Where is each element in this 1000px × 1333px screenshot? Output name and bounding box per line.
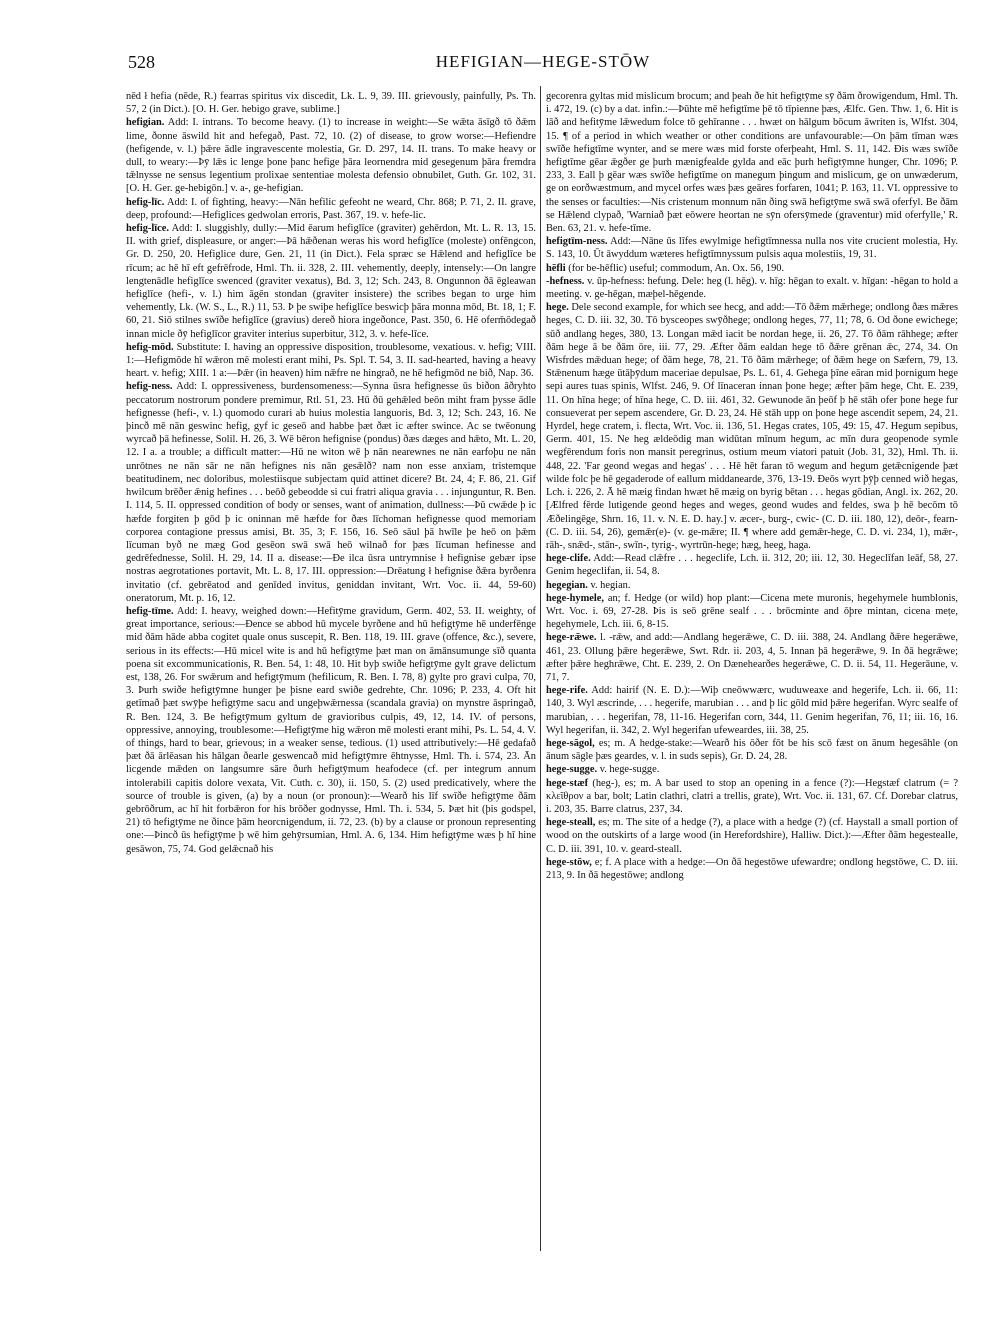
entry-headword: hefig-tīme. — [126, 605, 174, 617]
entry-text: Substitute: I. having an oppressive disposition, troublesome, vexatious. v. hefig; VIII. 1:—Hefigmōde hī wǣron mē molesti erant mihi, Ps. Spl. T. 54, 3. II. sad-hearted, having a heavy heart. v. hefig; XIII. 1 a:—Þǣr (in heaven) him nǣfre ne hingrað, ne hē hefigmōd ne bið, Nap. 36. — [126, 341, 536, 380]
dictionary-entry — [546, 262, 958, 275]
entry-headword: hefigtīm-ness. — [546, 236, 608, 248]
entry-text: gecorenra gyltas mid mislicum brocum; and þeah ðe hit hefigtȳme sȳ ðām ðrowigendum, Hml. Th. i. 472, 19. (c) by a dat. infin.:—Þūhte mē hefigtīme þē tō tīpienne þæs, Ælfc. Gen. Thw. 1, 6. Hit is lāð and hefitȳme lǣwedum folce tō gehīranne . . . hwæt on hālgum bōcum āwriten is, Wlfst. 304, 15. ¶ of a period in which weather or other conditions are unfavourable:—On þām tīman wæs swīðe hefigtīme wynter, and se mere wæs mid forste oferþeaht, Hml. S. 11, 142. Ðis wæs swīðe hefigtīme gēar ǣgðer ge þurh mænigfealde gylda and eāc þurh hefigtȳmne hunger, Chr. 1096; P. 233, 3. Eall þ gēar wæs swīðe hefigtīme on manegum þingum and mislicum, ge on unwæderum, ge on eorðwæstmum, and mycel orfes wæs þæs geāres forfaren, 1041; P. 163, 11. VI. oppressive to the senses or faculties:—Nis cristenum monnum nān ðing swā hefigtȳme swā swā oferfyl. Be ðām se Hǣlend clypað, 'Warniað þæt eōwere heortan ne sȳn ofersȳmede (graventur) mid oferfylle,' R. Ben. 63, 21. v. hefe-tīme. — [546, 91, 958, 235]
entry-text: e; f. A place with a hedge:—On ðā hegestōwe ufewardre; ondlong hegstōwe, C. D. iii. 213, 9. In ðā hegestōwe; andlong — [546, 856, 958, 881]
dictionary-entry — [546, 777, 958, 817]
dictionary-entry — [126, 341, 536, 381]
dictionary-entry — [126, 196, 536, 222]
entry-headword: hege-sugge. — [546, 764, 598, 776]
dictionary-entry — [126, 90, 536, 116]
entry-headword: hege-hymele, — [546, 592, 604, 604]
entry-headword: hege. — [546, 302, 569, 314]
dictionary-entry — [126, 222, 536, 341]
entry-headword: -hefness. — [546, 275, 585, 287]
dictionary-entry — [546, 631, 958, 684]
entry-text: Add: I. oppressiveness, burdensomeness:—Synna ūsra hefignesse ūs biðon āðryhto peccatorum nostrorum pondere premimur, Rtl. 51, 23. Hū ðū gehǣled beōn miht fram þysse ādle hefignesse (hefi-, v. l.) quomodo curari ab huius molestia languoris, Bd. 3, 12; Sch. 243, 16. Ne þincð mē nān geswinc hefig, gyf ic geseō and habbe þæt ðæt ic æfter swince. Ac se twēonung wyrcað þā hefinesse, Solil. H. 26, 3. Wē bēron hefignise (pondus) ðæs dæges and hǣto, Mt. L. 20, 12. I a. a trouble; a difficult matter:—Hū ne witon wē þ nān nearewnes ne nān earfoþu ne nān unrōtnes ne nān sār ne nān hefignes nis nān gesǣlð? nam non esse anxiam, tristemque beatitudinem, nec doloribus, molestiisque subjectam quid attinet dicere? Bt. 24, 4; F. 86, 21. Gif hwilcum brēðer ǣnig hefines . . . beōð gebeodde si cui fratri aliqua gravia . . . injunguntur, R. Ben. I. 114, 5. II. oppressed condition of body or senses, want of animation, dullness:—Þū cwǣde þ ic hæfde forgiten þ gōd þ ic oninnan mē hæfde for ðæs līchoman hefignesse quod memoriam corporea contagione pressus amisi, Bt. 35, 3; F. 156, 16. Seō sāul þā hwīle þe heō on þǣm līcuman byð ne mæg God gesēon swā swā heō wilnað for þæs līcuman hefinesse and gedrēfednesse, Solil. H. 29, 14. II a. disease:—Ðe ilca ūsra untrymnise ł hefignise gebær ipse nostras aegrotationes portavit, Mt. L. 8, 17. III. oppression:—Drēatung ł hefignise ðǣra byrðenra invitatio (cf. gebrēatod and genīded invitus, geniddan invitant, Wrt. Voc. ii. 44, 59-60) oneratorum, Mt. p. 16, 12. — [126, 381, 536, 604]
entry-headword: hege-rife. — [546, 685, 588, 697]
dictionary-entry — [546, 763, 958, 776]
entry-text: es; m. A hedge-stake:—Wearð his ōðer fōt be his scō fæst on ānum hegesāhle (on ānum sāgle þæs geardes, v. l. in suds sepis), Gr. D. 24, 28. — [546, 737, 958, 763]
entry-text: Dele second example, for which see hecg, and add:—Tō ðǣm mǣrhege; ondlong ðæs mǣres heges, C. D. iii. 32, 30. Tō bysceopes swȳðhege; ondlong heges, 77, 11; 78, 6. Od ðone ewichege; sūð andlang heges, 380, 13. Longan mǣd iacit be nordan hege, ii. 26, 27. Tō ðām rāhhege; æfter ðām hege ā be ðām ōre, iii. 77, 29. Æfter ðām ealdan hege tō ðǣre grēnan ǣc, 274, 34. On Wisfrdes mǣduan hege; of ðām hege, 78, 21. Tō ðām mǣrhege; of ðǣm hege on Sæfern, 79, 13. Stǣnenum hæge ūtāþȳdum maceriae depulsae, Ps. L. 61, 4. Gehega þīne eāran mid þornigum hege sepi aures tuas spinis, Wlfst. 246, 9. Of līnaceran innan þone hege; æfter þām hege, Cht. E. 239, 11. On hīna hege; of hīna hege, C. D. iii. 461, 32. Gewunode ān þeōf þ hē stāh ofer þone hege fur consueverat per sepem ascendere, Gr. D. 23, 24. Hē stāh upp on þone hege ascendit sepem, 24, 21. Hyrdel, hege cratem, i. flecta, Wrt. Voc. ii. 136, 51. Hegas crates, 105, 49: 15, 47. Hegum sepibus, Germ. 401, 15. Ne heg ældeōdig man widūtan mīnum hegum, ac mīn dura geopenode symle wegfērendum foris non mansit peregrinus, ostium meum viatori patuit (Job. 31, 32), Hml. Th. ii. 448, 22. 'Far geond wegas and hegas' . . . Hē hēt faran tō wegum and hegum getǣcnigende þæt wilde folc þe hē gegaderode of eallum middanearde, 376, 13-19. Ðeōs wyrt þȳþ cenned wið hegas, Lch. i. 226, 2. Ā hē mæig findan hwæt hē mæig on byrig bētan . . . hegas gōdian, Angl. ix. 262, 20. [Ælfred fērde lutigende geond heges and weges, geond wudes and feldes, swa þ hē becōm tō Æðelingēge, Shrn. 16, 11. v. N. E. D. hay.] v. æcer-, burg-, cwic- (C. D. iii. 180, 12), deōr-, fearn- (C. D. iii. 54, 26), gemǣr(e)- (v. ge-mǣre; II. ¶ where add gemǣr-hege, C. D. vi. 234, 1), mǣr-, rāh-, snǣd-, stān-, swīn-, tyrig-, wyrtrūn-hege; hæg, heeg, haga. — [546, 302, 958, 551]
dictionary-entry — [546, 275, 958, 301]
dictionary-entry — [546, 737, 958, 763]
entry-headword: hegegian. — [546, 579, 588, 591]
dictionary-entry — [546, 856, 958, 882]
entry-text: nēd ł hefia (nēde, R.) fearras spiritus vix discedit, Lk. L. 9, 39. III. grievously, painfully, Ps. Th. 57, 2 (in Dict.). [O. H. Ger. hebigo grave, sublime.] — [126, 91, 536, 116]
running-head: HEFIGIAN—HEGE-STŌW — [435, 52, 651, 71]
dictionary-entry — [546, 579, 958, 592]
entry-text: Add: hairif (N. E. D.):—Wiþ cneōwwærc, wuduweaxe and hegerife, Lch. ii. 66, 11: 140, 3. Wyl æscrinde, . . . hegerife, marubian . . . and þ lic gōld mid þǣre hegerifan. Wyrc sealfe of marubian, . . . hegerifan, 78, 11-16. Hegerifan corn, 344, 11. Genim hegerifan, 76, 11; iii. 16, 16. Wyl hegerifan, ii. 342, 2. Wyl hegerifan ufeweardes, iii. 38, 25. — [546, 685, 958, 736]
entry-headword: hefig-mōd. — [126, 341, 174, 353]
entry-text: Add: I. heavy, weighed down:—Hefitȳme gravidum, Germ. 402, 53. II. weighty, of great importance, serious:—Ðence se abbod hū mycele byrðene and hū hefigtȳme hē underfēnge mid ðām hāde abba cogitet quale onus suscepit, R. Ben. 118, 19. III. grave (offence, &c.), severe, serious in its effects:—Hū micel wite is and hū hefigtȳme þæt man on āmānsumunge sīð quanta poena sit excommunicationis, R. Ben. 54, 1: 48, 10. Hit byþ swiðe hefigtȳme gylt grave delictum est, 138, 26. For swǣrum and hefigtȳmum (hefilicum, R. Ben. I. 78, 8) gylte pro gravi culpa, 70, 3. Þurh swiðe hefigtȳmne hunger þe þisne eard swiðe gedrehte, Chr. 1096; P. 233, 4. Oft hit getīmað þæt swȳþe hefigtȳme sacu and ungeþwǣrnessa (scandala gravia) on mynstre āspringað, R. Ben. 124, 3. Be hefigtȳmum gyltum de gravioribus culpis, 49, 12, 14. IV. of persons, oppressive, annoying, troublesome:—Hefigtȳme hig wǣron mē molesti erant mihi, Ps. L. 54, 4. V. of things, hard to bear, grievous; in a weaker sense, tedious. (1) used attributively:—Hē gedafað þæt ðā ārlēasan his hālgan ðearle geswencað mid hefigtȳmre ēhtnysse, Hml. Th. i. 574, 23. Ān licgende mǣden on langsumre sāre ðurh hefigtȳmum heafodece (cf. per integrum annum intolerabili capitis dolore vexata, Vit. Cuth. c. 30), ii. 150, 5. (2) used predicatively, where the source of trouble is given, (a) by a noun (or pronoun):—Wearð his līf swīðe hefigtȳme ðām gebrōðrum, ac hī hit forbǣron for his brōðer godnysse, Hml. Th. i. 534, 5. Þæt hit (þis godspel, 21) tō hefigtȳme ne ðince þām heorcnigendum, ii. 72, 23. (b) by a clause or pronoun representing one:—Þincð ūs hefigtȳme þ wē him gehȳrsumian, Hml. A. 6, 134. Him hefigtȳme wæs þ hī hine gesāwon, 75, 74. God gelǣcnað his — [126, 605, 536, 855]
dictionary-entry — [126, 116, 536, 195]
dictionary-entry — [546, 90, 958, 235]
entry-text: Add:—Nāne ūs līfes ewylmige hefigtīmnessa nulla nos vite crucient molestia, Hy. S. 143, 10. Ūt āwyddum wæteres hefigtīmnyssum pulsis aqua molestiis, 19, 31. — [546, 236, 958, 261]
dictionary-entry — [546, 235, 958, 261]
entry-headword: hefig-līc. — [126, 196, 165, 208]
entry-text: Add: I. sluggishly, dully:—Mid ēarum hefiglīce (graviter) gehērdon, Mt. L. R. 13, 15. II. with grief, displeasure, or anger:—Þā hǣðenan weras his word hefiglīce (moleste) onfēngcon, Gr. D. 250, 20. Hefiglice dure, Gen. 21, 11 (in Dict.). Fela spræc se Hǣlend and hefiglīce be rīcum; ac hē hī eft gefrēfrode, Hml. Th. ii. 328, 2. III. vehemently, deeply, intensely:—On langre lengtenādle hefiglīce swenced (graviter vexatus), Bd. 3, 12; Sch. 243, 8. Ongunnon ðā ēgleawan hefiglīce (hefi-, v. l.) him āgēn stondan (graviter insistere) the scribes began to urge him vehemently, Lk. (W. S., L., R.) 11, 53. Þ þe swiþe hefiglīce beswicþ þāra monna mōd, Bt. 18, 1; F. 60, 21. Siō stilnes swīðe hefiglīce (gravius) dereð hiora ingeðonce, Past. 350, 6. Hē oferm̄ōdegað innan micle ðȳ hefiglīcor graviter interius superbitur, 312, 3. v. hefe-līce. — [126, 223, 536, 340]
dictionary-entry — [546, 684, 958, 737]
dictionary-entry — [126, 605, 536, 856]
dictionary-entry — [546, 552, 958, 578]
dictionary-entry — [126, 380, 536, 604]
entry-headword: hege-stōw, — [546, 856, 592, 868]
entry-text: l. -rǣw, and add:—Andlang hegerǣwe, C. D. iii. 388, 24. Andlang ðǣre hegerǣwe, 461, 23. Ollung þǣre hegerǣwe, Swt. Rdr. ii. 203, 4, 5. Innan þā hegerǣwe, 9. In ðā hegrǣwe; æfter þǣre heghrǣwe, Cht. E. 239, 2. On Dænehearðes hegerǣwe, C. D. ii. 54, 11. Hegerāune, v. 71, 7. — [546, 632, 958, 683]
entry-headword: hefig-līce. — [126, 223, 169, 235]
entry-text: Add:—Read clǣfre . . . hegeclife, Lch. ii. 312, 20; iii. 12, 30. Hegeclīfan leāf, 58, 27. Genim hegeclifan, ii. 54, 8. — [546, 553, 958, 578]
entry-text: (for be-hēflic) useful; commodum, An. Ox. 56, 190. — [568, 262, 785, 274]
entry-text: es; m. The site of a hedge (?), a place with a hedge (?) (cf. Haystall a small portion of wood on the outskirts of a large wood (in Herefordshire), Halliw. Dict.):—Æfter ðām hegestealle, C. D. iii. 391, 10. v. geard-steall. — [546, 817, 958, 855]
left-column — [126, 90, 536, 1300]
entry-headword: hēfli — [546, 262, 566, 274]
entry-headword: hege-rǣwe. — [546, 632, 597, 644]
entry-headword: hege-steall, — [546, 817, 596, 829]
entry-text: v. ūp-hefness: hefung. Dele: heg (l. hēg). v. hīg: hēgan to exalt. v. hīgan: -hēgan to hold a meeting. v. ge-hēgan, mæþel-hēgende. — [546, 275, 958, 301]
entry-text: Add: I. intrans. To become heavy. (1) to increase in weight:—Se wǣta āsīgð tō ðǣm lime, ðonne āswild hit and hefegað, Past. 72, 10. (2) of disease, to grow worse:—Hefiendre (hefigende, v. l.) þǣre ādle ingravescente molestia, Gr. D. 297, 14. II. trans. To make heavy or dull, to weary:—Þȳ lǣs ic lenge þone þanc hefige þāra leornendra mid gesegenum þāra fremdra tǣlnysse ne sensus legentium prolixae sententiae molesta defensio obnubilet, Guth. Gr. 102, 31. [O. H. Ger. ge-hebigōn.] v. a-, ge-hefigian. — [126, 117, 536, 195]
entry-text: Add: I. of fighting, heavy:—Nān hefilic gefeoht ne weard, Chr. 868; P. 71, 2. II. grave, deep, profound:—Hefiglices gedwolan erroris, Past. 367, 19. v. hefe-lic. — [126, 196, 536, 221]
entry-headword: hefigian. — [126, 117, 165, 129]
entry-text: an; f. Hedge (or wild) hop plant:—Cicena mete muronis, hegehymele humblonis, Wrt. Voc. i. 69, 27-28. Þis is seō grēne sealf . . . brōcminte and ōþre mintan, cicena meṭe, hegehymele, Lch. iii. 6, 8-15. — [546, 592, 958, 631]
entry-headword: hege-sāgol, — [546, 737, 595, 749]
page-number: 528 — [128, 52, 155, 72]
entry-text: v. hege-sugge. — [599, 764, 660, 776]
dictionary-entry — [546, 301, 958, 552]
entry-headword: hefig-ness. — [126, 381, 173, 393]
dictionary-entry — [546, 816, 958, 856]
entry-text: v. hegian. — [590, 579, 631, 591]
entry-text: (heg-), es; m. A bar used to stop an opening in a fence (?):—Hegstæf clatrum (= ? κλεῖθρον a bar, bolt; Latin clathri, clatri a trellis, grate), Wrt. Voc. ii. 131, 67. Cf. Dorebar clatrus, i. 203, 35. Barre clatrus, 237, 34. — [546, 777, 958, 815]
page-header — [128, 52, 958, 80]
entry-headword: hege-clife. — [546, 553, 591, 565]
dictionary-entry — [546, 592, 958, 632]
right-column — [546, 90, 958, 1300]
column-divider — [540, 86, 541, 1251]
entry-headword: hege-stæf — [546, 777, 589, 789]
